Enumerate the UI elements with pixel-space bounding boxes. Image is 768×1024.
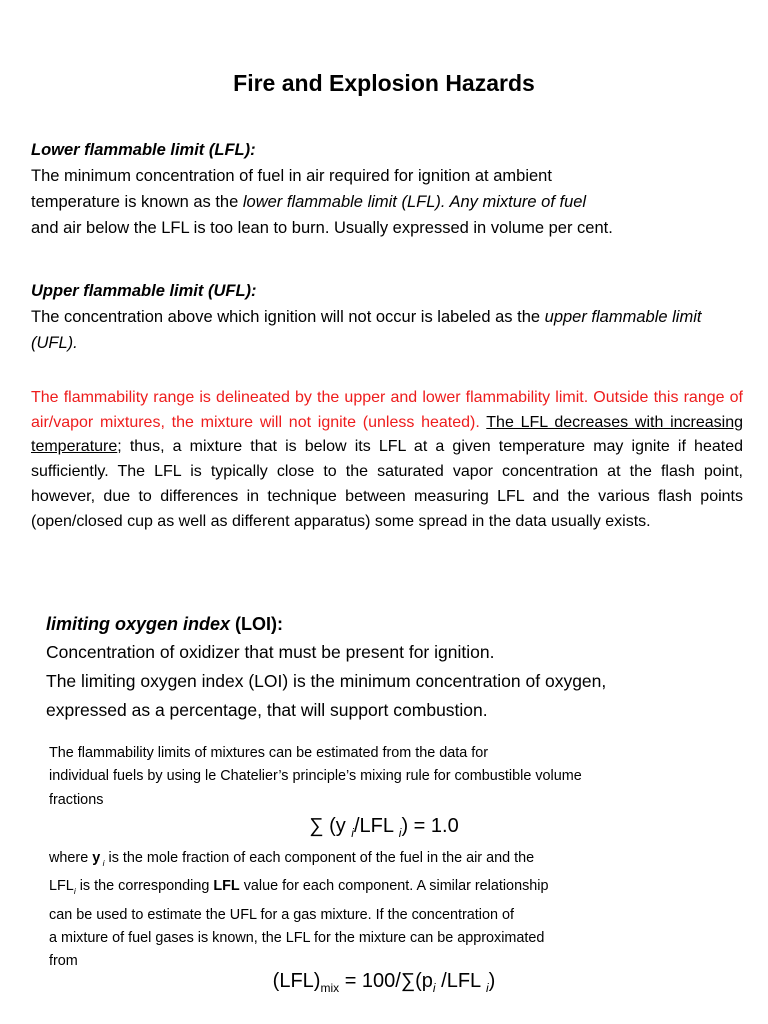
mixture-p2-line-2	[49, 875, 729, 903]
page-title: Fire and Explosion Hazards	[233, 70, 535, 96]
loi-section	[46, 610, 736, 725]
ufl-text-plain: The concentration above which ignition will not occur is labeled as the	[31, 308, 545, 326]
lfl-line-3: and air below the LFL is too lean to burn. Usually expressed in volume per cent.	[31, 219, 613, 237]
loi-heading-bold: (LOI):	[230, 614, 284, 634]
loi-line-2: The limiting oxygen index (LOI) is the minimum concentration of oxygen,	[46, 671, 607, 691]
p2-lfl-sub: i	[73, 886, 76, 897]
mixture-p1-line-1: The flammability limits of mixtures can be estimated from the data for	[49, 745, 489, 761]
lfl-definition	[31, 163, 743, 241]
mixture-p2-line-4: a mixture of fuel gases is known, the LFL for the mixture can be approximated	[49, 929, 545, 946]
formula2-part-d: )	[488, 970, 496, 992]
formula2-sub-mix: mix	[320, 981, 340, 995]
mixture-p1-line-2: individual fuels by using le Chatelier’s principle’s mixing rule for combustible volume	[49, 768, 582, 785]
lfl-section	[31, 138, 743, 241]
p2-where: where	[49, 850, 93, 866]
range-red-text: The flammability range is delineated by the upper and lower flammability limit. Outside this range of air/vapor mixtures, the mixture will not ignite (unless heated).	[31, 389, 743, 431]
p2-line-2-rest: value for each component. A similar relationship	[239, 878, 549, 895]
lfl-mixture-formula	[0, 970, 768, 995]
p2-line-1-rest: is the mole fraction of each component of the fuel in the air and the	[104, 850, 535, 866]
ufl-definition	[31, 304, 743, 356]
ufl-section	[31, 279, 743, 356]
loi-definition	[46, 638, 736, 725]
formula1-part-a: ∑ (y	[309, 815, 352, 837]
lfl-line-2-italic: lower flammable limit (LFL). Any mixture of fuel	[242, 193, 587, 211]
formula2-sub-i: i	[432, 981, 436, 995]
formula2-part-c: /LFL	[435, 970, 486, 992]
mixture-paragraph-1	[49, 742, 729, 812]
range-rest-text: ; thus, a mixture that is below its LFL at a given temperature may ignite if heated sufficiently. The LFL is typically close to the saturated vapor concentration at the flash point, however, due to differences in technique between measuring LFL and the various flash points (open/closed cup as well as different apparatus) some spread in the data usually exists.	[31, 438, 743, 530]
formula2-part-a: (LFL)	[272, 970, 321, 992]
flammability-range-paragraph	[31, 386, 743, 534]
mixture-p2-line-3: can be used to estimate the UFL for a gas mixture. If the concentration of	[49, 906, 515, 923]
ufl-heading: Upper flammable limit (UFL):	[31, 282, 257, 300]
p2-y-bold: y	[92, 850, 101, 866]
p2-lfl-plain: LFL	[49, 878, 74, 895]
formula1-sub-i-2: i	[398, 826, 402, 840]
p2-y-sub: i	[100, 857, 105, 868]
loi-line-3: expressed as a percentage, that will support combustion.	[46, 700, 488, 720]
formula2-part-b: = 100/∑(p	[339, 970, 433, 992]
le-chatelier-formula	[0, 815, 768, 840]
mixture-p2-line-1	[49, 847, 729, 875]
mixture-p2-line-5: from	[49, 953, 78, 970]
p2-corresponding: is the corresponding	[75, 878, 214, 895]
loi-heading	[46, 610, 736, 638]
range-underlined-text: The LFL decreases with increasing temperature	[31, 413, 744, 456]
mixture-p1-line-3: fractions	[49, 791, 104, 808]
lfl-heading: Lower flammable limit (LFL):	[31, 141, 256, 159]
lfl-line-2	[31, 189, 743, 215]
formula2-sub-i-2: i	[485, 981, 489, 995]
loi-line-1: Concentration of oxidizer that must be present for ignition.	[46, 642, 495, 662]
mixture-paragraph-2	[49, 847, 729, 974]
loi-heading-italic: limiting oxygen index	[46, 614, 231, 634]
formula1-part-c: ) = 1.0	[401, 815, 459, 837]
formula1-part-b: /LFL	[353, 815, 399, 837]
lfl-line-2-plain: temperature is known as the	[31, 193, 243, 211]
p2-lfl-bold: LFL	[213, 878, 240, 895]
ufl-text-italic: upper flammable limit (UFL).	[31, 308, 702, 352]
formula1-sub-i: i	[351, 826, 354, 840]
lfl-line-1: The minimum concentration of fuel in air required for ignition at ambient	[31, 167, 552, 185]
